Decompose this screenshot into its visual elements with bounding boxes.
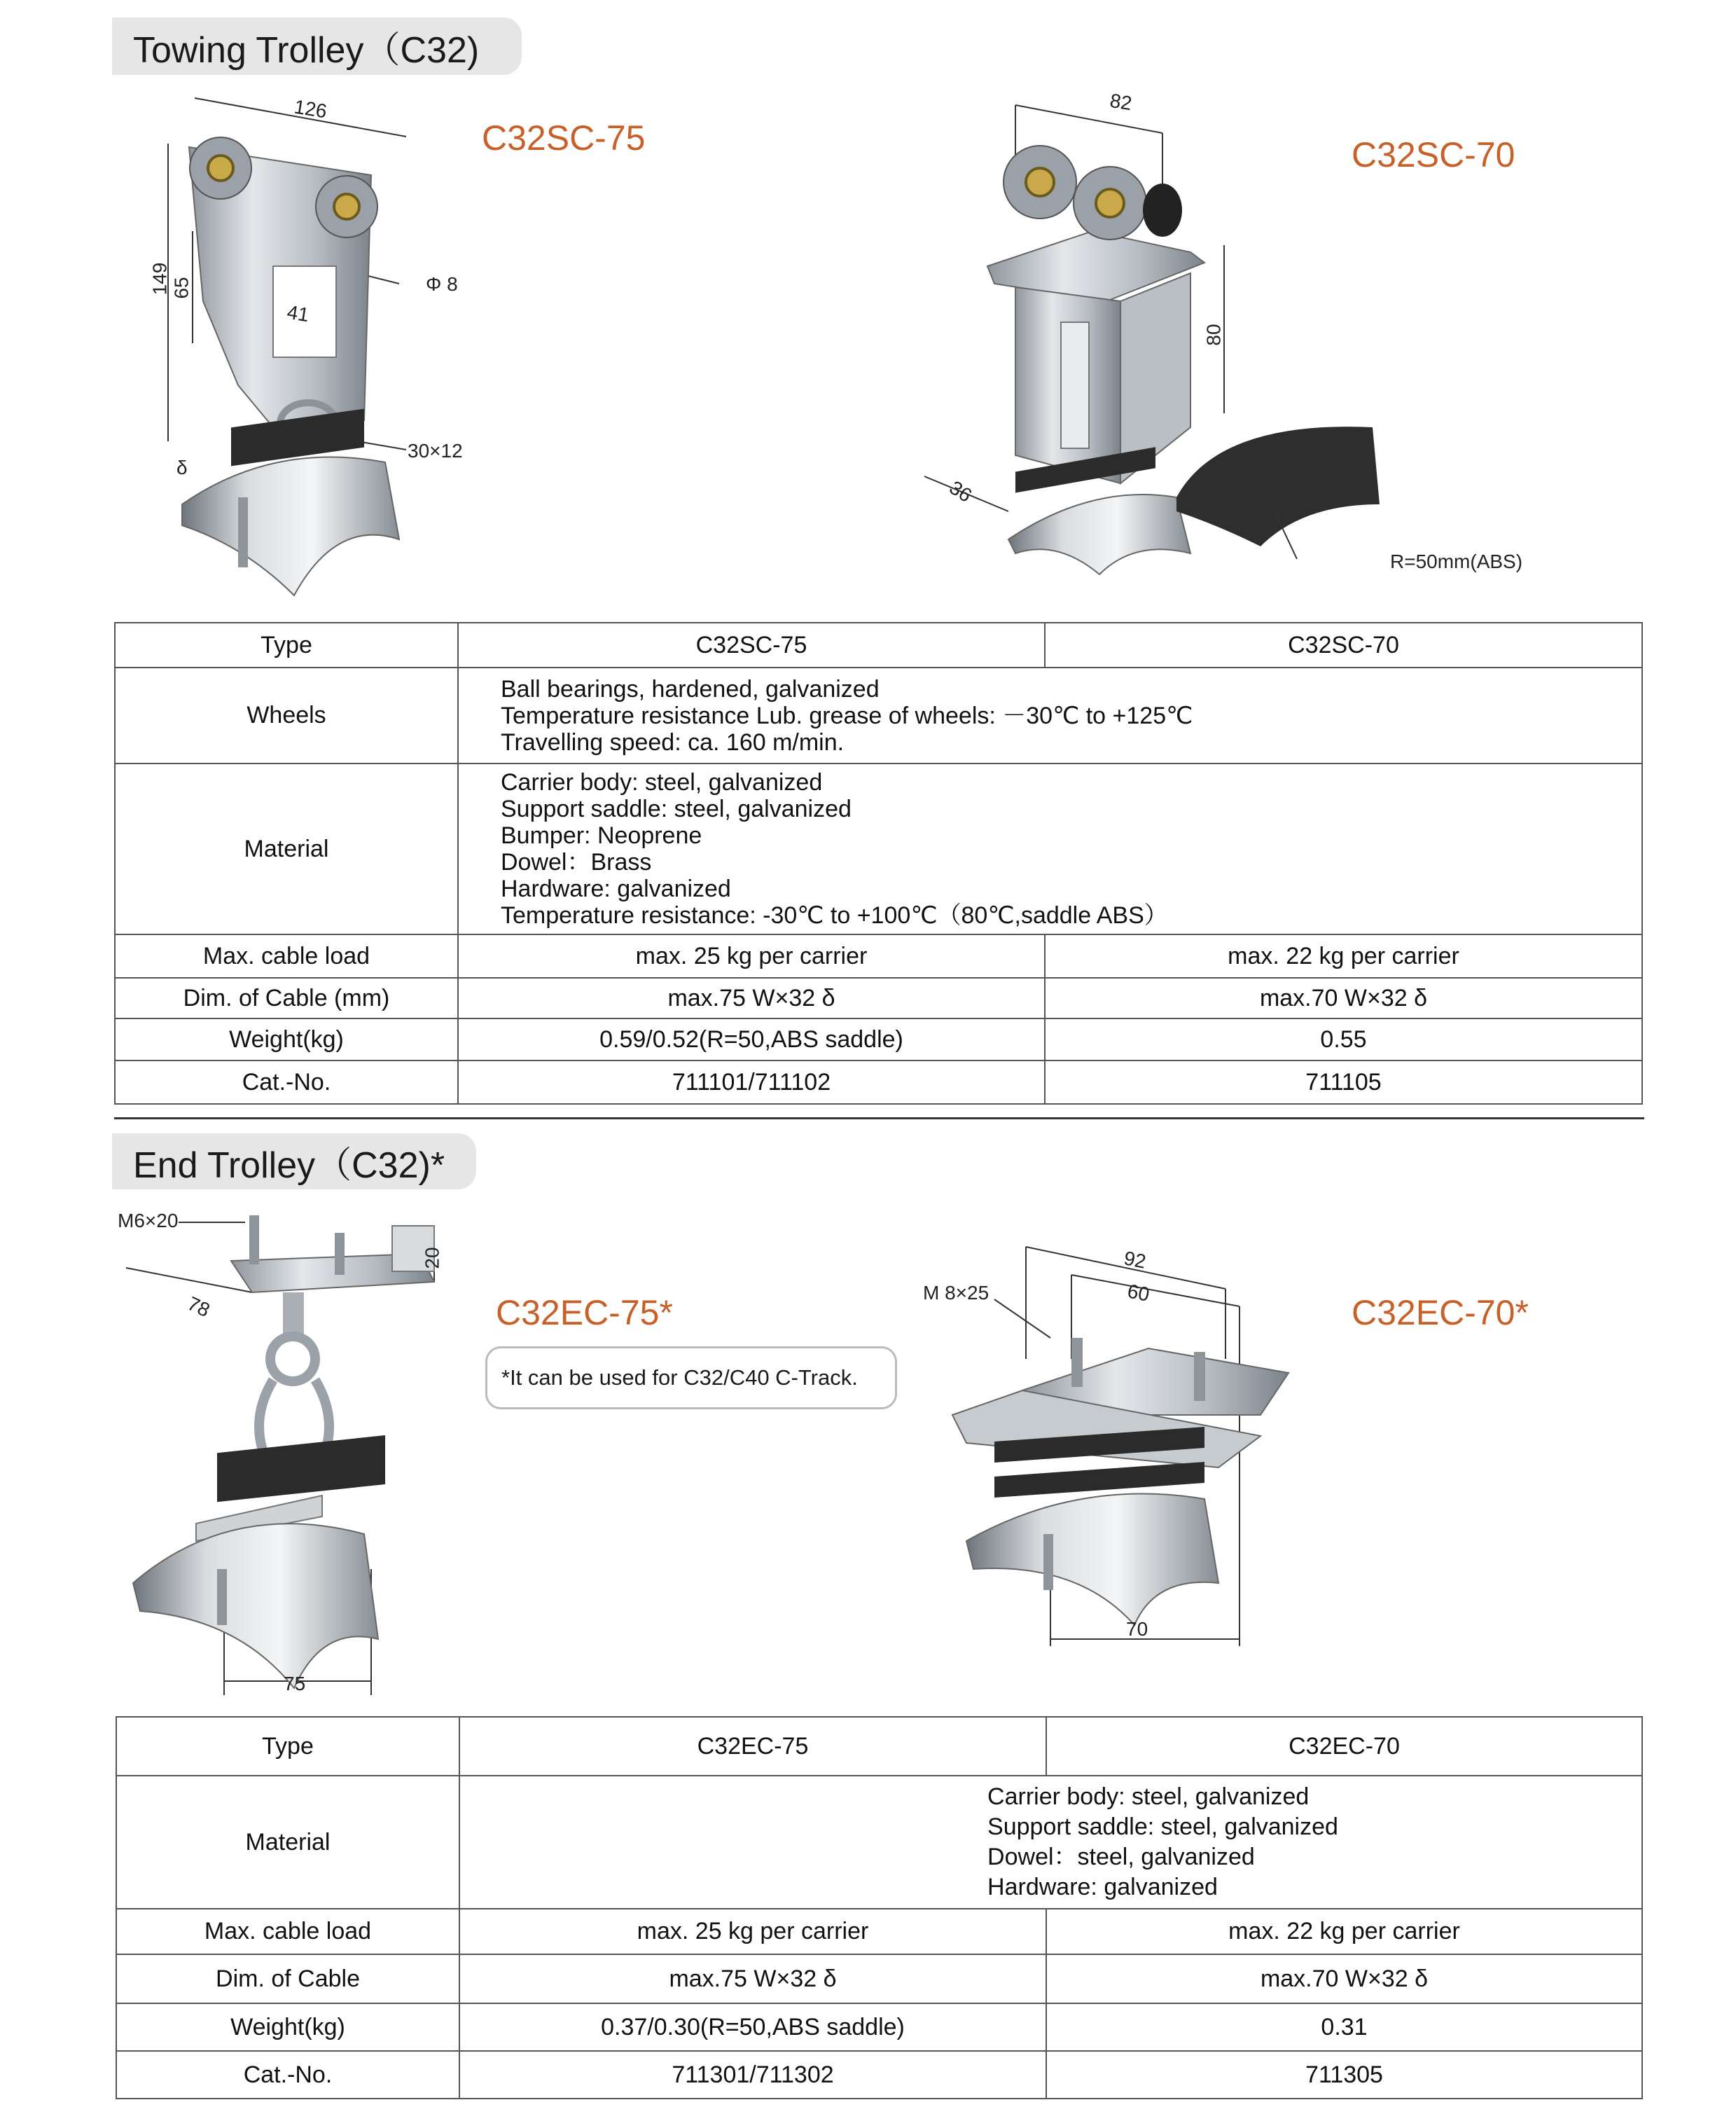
material-line: Temperature resistance: -30℃ to +100℃（80℃,saddle ABS） [501, 902, 1168, 929]
dim-92: 92 [1122, 1247, 1148, 1273]
table-row [116, 1717, 1642, 1776]
model-c32ec-70: C32EC-70* [1352, 1293, 1529, 1332]
weight-c32sc-75: 0.59/0.52(R=50,ABS saddle) [458, 1018, 1045, 1061]
c32sc-70-drawing [910, 91, 1373, 595]
row-label-dim: Dim. of Cable [116, 1954, 459, 2003]
table-row [115, 978, 1642, 1018]
section-divider [114, 1117, 1644, 1119]
material-line: Carrier body: steel, galvanized [501, 769, 823, 796]
dim-20: 20 [421, 1247, 443, 1269]
material-line: Hardware: galvanized [501, 876, 731, 902]
towing-spec-table [114, 622, 1643, 1105]
row-label-wheels: Wheels [115, 668, 458, 764]
material-line: Dowel：steel, galvanized [987, 1844, 1255, 1870]
dim-36: 36 [945, 476, 976, 507]
dim-r50-abs: R=50mm(ABS) [1390, 551, 1523, 572]
dim-82: 82 [1108, 89, 1134, 115]
table-row [115, 668, 1642, 764]
row-label-type: Type [116, 1717, 459, 1776]
row-label-load: Max. cable load [115, 934, 458, 978]
cat-c32ec-70: 711305 [1046, 2051, 1642, 2099]
row-label-type: Type [115, 623, 458, 668]
row-label-weight: Weight(kg) [116, 2003, 459, 2051]
dim-m6x20: M6×20 [118, 1210, 179, 1231]
material-line: Dowel：Brass [501, 849, 652, 876]
end-spec-table [116, 1716, 1643, 2099]
dim-70: 70 [1126, 1618, 1148, 1640]
wheels-line: Temperature resistance Lub. grease of wheels: －30℃ to +125℃ [501, 702, 1193, 729]
type-c32ec-70: C32EC-70 [1046, 1717, 1642, 1776]
weight-c32ec-70: 0.31 [1046, 2003, 1642, 2051]
type-c32ec-75: C32EC-75 [459, 1717, 1046, 1776]
material-spec [458, 764, 1642, 934]
dim-m8x25: M 8×25 [923, 1282, 989, 1304]
table-row [116, 1909, 1642, 1954]
dim-65: 65 [170, 277, 193, 299]
row-label-cat: Cat.-No. [115, 1061, 458, 1104]
wheels-spec [458, 668, 1642, 764]
dim-c32sc-75: max.75 W×32 δ [458, 978, 1045, 1018]
model-c32ec-75: C32EC-75* [496, 1293, 673, 1332]
row-label-material: Material [115, 764, 458, 934]
dim-60: 60 [1125, 1280, 1151, 1306]
dim-126: 126 [292, 95, 328, 123]
model-c32sc-70: C32SC-70 [1352, 135, 1515, 174]
weight-c32sc-70: 0.55 [1045, 1018, 1642, 1061]
material-line: Carrier body: steel, galvanized [987, 1783, 1310, 1810]
row-label-weight: Weight(kg) [115, 1018, 458, 1061]
table-row [115, 764, 1642, 934]
model-c32sc-75: C32SC-75 [482, 118, 646, 158]
type-c32sc-70: C32SC-70 [1045, 623, 1642, 668]
table-row [115, 934, 1642, 978]
load-c32ec-70: max. 22 kg per carrier [1046, 1909, 1642, 1954]
material-spec [459, 1776, 1642, 1909]
towing-section-title: Towing Trolley（C32) [112, 18, 522, 75]
compatibility-note: *It can be used for C32/C40 C-Track. [485, 1346, 897, 1409]
table-row [116, 1776, 1642, 1909]
load-c32sc-70: max. 22 kg per carrier [1045, 934, 1642, 978]
dim-delta: δ [176, 457, 188, 478]
dim-30x12: 30×12 [408, 440, 463, 462]
table-row [115, 1018, 1642, 1061]
load-c32sc-75: max. 25 kg per carrier [458, 934, 1045, 978]
cat-c32sc-70: 711105 [1045, 1061, 1642, 1104]
wheels-line: Travelling speed: ca. 160 m/min. [501, 728, 845, 756]
load-c32ec-75: max. 25 kg per carrier [459, 1909, 1046, 1954]
table-row [116, 1954, 1642, 2003]
weight-c32ec-75: 0.37/0.30(R=50,ABS saddle) [459, 2003, 1046, 2051]
table-row [115, 1061, 1642, 1104]
material-line: Hardware: galvanized [987, 1874, 1218, 1900]
row-label-cat: Cat.-No. [116, 2051, 459, 2099]
dim-78: 78 [184, 1292, 214, 1322]
dim-c32ec-75: max.75 W×32 δ [459, 1954, 1046, 2003]
dim-149: 149 [148, 262, 171, 296]
table-row [116, 2051, 1642, 2099]
table-row [115, 623, 1642, 668]
dim-80: 80 [1202, 324, 1225, 346]
row-label-material: Material [116, 1776, 459, 1909]
dim-phi8: Φ 8 [426, 273, 458, 295]
type-c32sc-75: C32SC-75 [458, 623, 1045, 668]
dim-75: 75 [284, 1673, 306, 1694]
dim-41: 41 [285, 300, 311, 326]
dim-c32ec-70: max.70 W×32 δ [1046, 1954, 1642, 2003]
material-line: Support saddle: steel, galvanized [501, 796, 852, 822]
cat-c32sc-75: 711101/711102 [458, 1061, 1045, 1104]
material-line: Support saddle: steel, galvanized [987, 1814, 1338, 1840]
material-line: Bumper: Neoprene [501, 822, 702, 849]
table-row [116, 2003, 1642, 2051]
c32sc-75-drawing [133, 91, 525, 609]
cat-c32ec-75: 711301/711302 [459, 2051, 1046, 2099]
wheels-line: Ball bearings, hardened, galvanized [501, 675, 880, 703]
dim-c32sc-70: max.70 W×32 δ [1045, 978, 1642, 1018]
row-label-dim: Dim. of Cable (mm) [115, 978, 458, 1018]
c32ec-75-drawing [112, 1205, 504, 1709]
row-label-load: Max. cable load [116, 1909, 459, 1954]
end-section-title: End Trolley（C32)* [112, 1133, 476, 1189]
